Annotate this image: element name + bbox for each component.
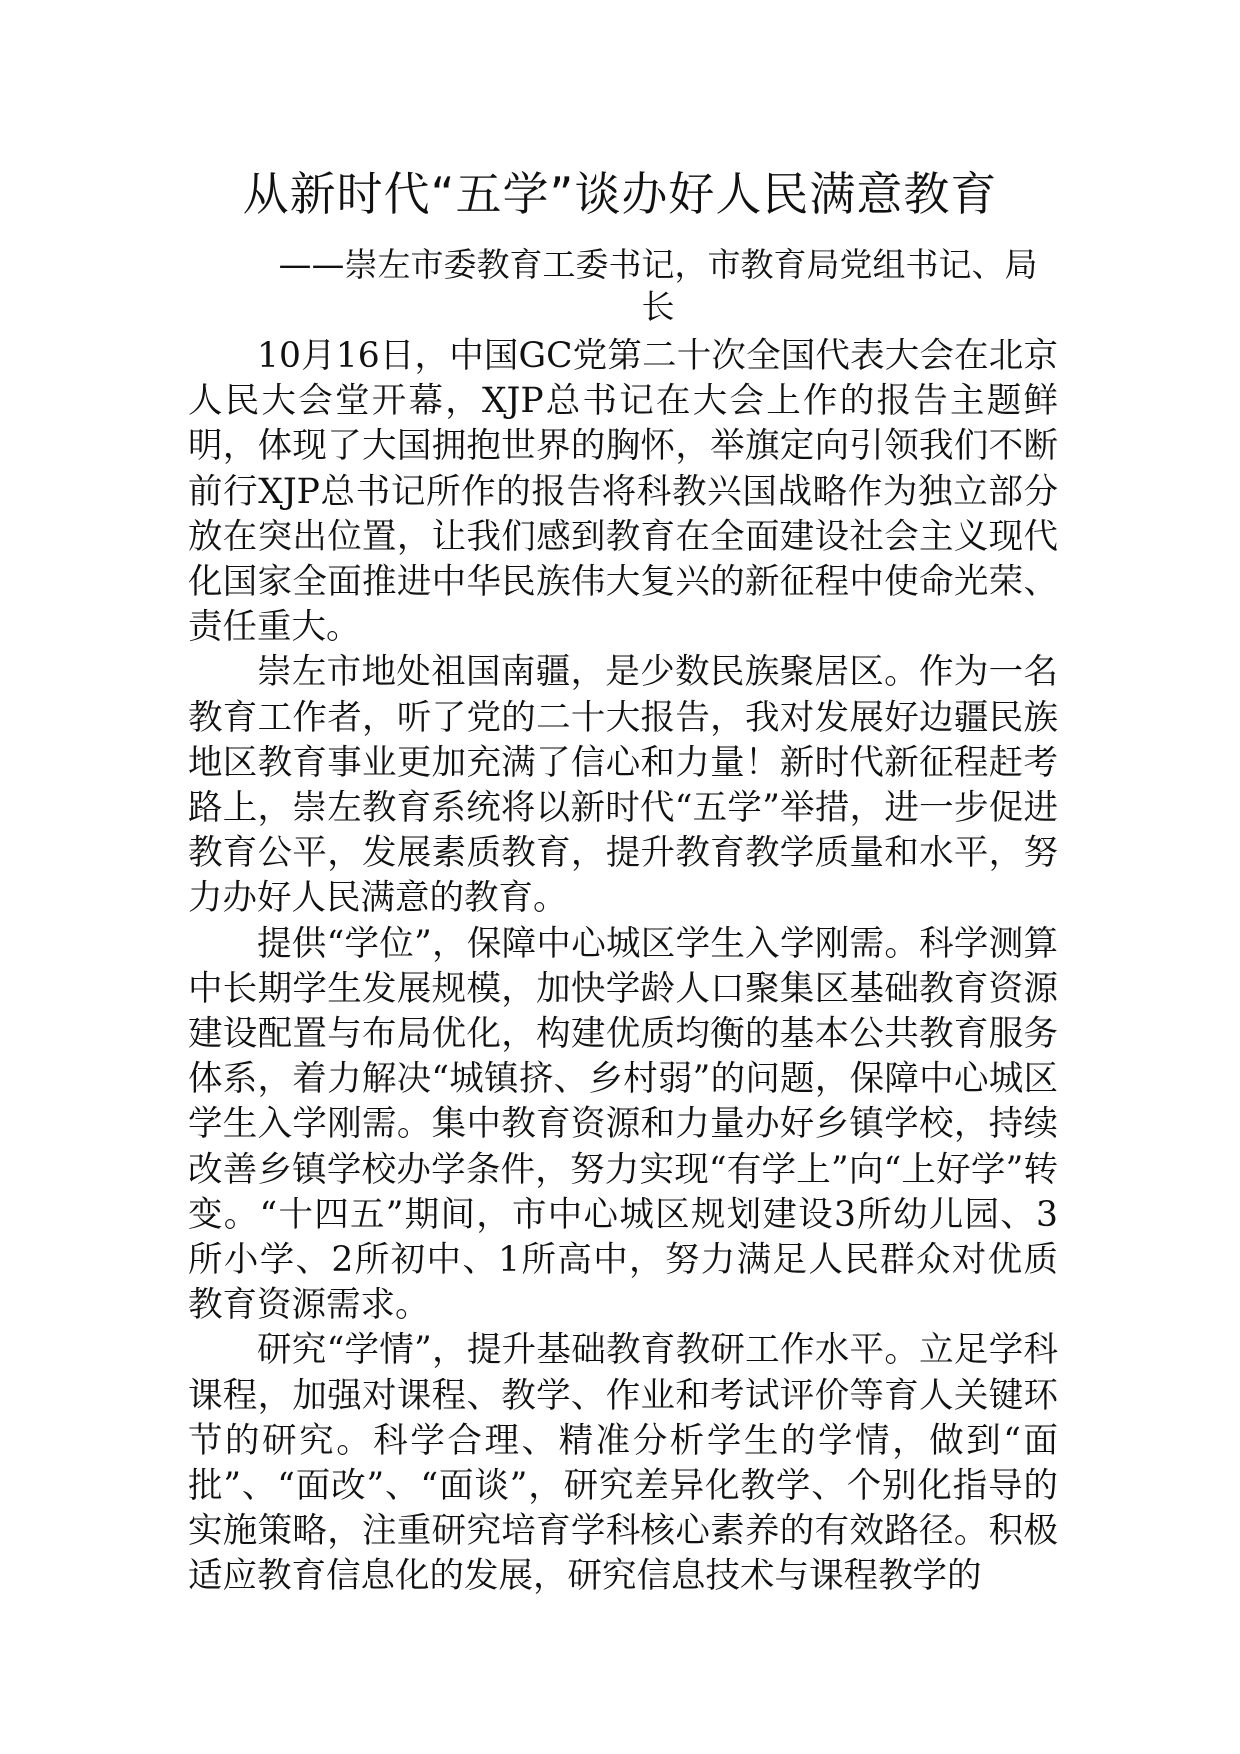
document-title: 从新时代“五学”谈办好人民满意教育 — [242, 167, 998, 221]
document-subtitle: ——崇左市委教育工委书记，市教育局党组书记、局长 — [278, 245, 1038, 326]
paragraph: 10月16日，中国GC党第二十次全国代表大会在北京人民大会堂开幕，XJP总书记在大会上作的报告主题鲜明，体现了大国拥抱世界的胸怀，举旗定向引领我们不断前行XJP总书记所作的报告将科教兴国战略作为独立部分放在突出位置，让我们感到教育在全面建设社会主义现代化国家全面推进中华民族伟大复兴的新征程中使命光荣、责任重大。 — [188, 336, 1058, 648]
paragraph: 崇左市地处祖国南疆，是少数民族聚居区。作为一名教育工作者，听了党的二十大报告，我对发展好边疆民族地区教育事业更加充满了信心和力量！新时代新征程赶考路上，崇左教育系统将以新时代“五学”举措，进一步促进教育公平，发展素质教育，提升教育教学质量和水平，努力办好人民满意的教育。 — [188, 652, 1058, 919]
paragraph: 提供“学位”，保障中心城区学生入学刚需。科学测算中长期学生发展规模，加快学龄人口聚集区基础教育资源建设配置与布局优化，构建优质均衡的基本公共教育服务体系，着力解决“城镇挤、乡村弱”的问题，保障中心城区学生入学刚需。集中教育资源和力量办好乡镇学校，持续改善乡镇学校办学条件，努力实现“有学上”向“上好学”转变。“十四五”期间，市中心城区规划建设3所幼儿园、3所小学、2所初中、1所高中，努力满足人民群众对优质教育资源需求。 — [188, 923, 1058, 1326]
paragraph: 研究“学情”，提升基础教育教研工作水平。立足学科课程，加强对课程、教学、作业和考试评价等育人关键环节的研究。科学合理、精准分析学生的学情，做到“面批”、“面改”、“面谈”，研究差异化教学、个别化指导的实施策略，注重研究培育学科核心素养的有效路径。积极适应教育信息化的发展，研究信息技术与课程教学的 — [188, 1330, 1058, 1597]
document-body — [188, 334, 1058, 1600]
